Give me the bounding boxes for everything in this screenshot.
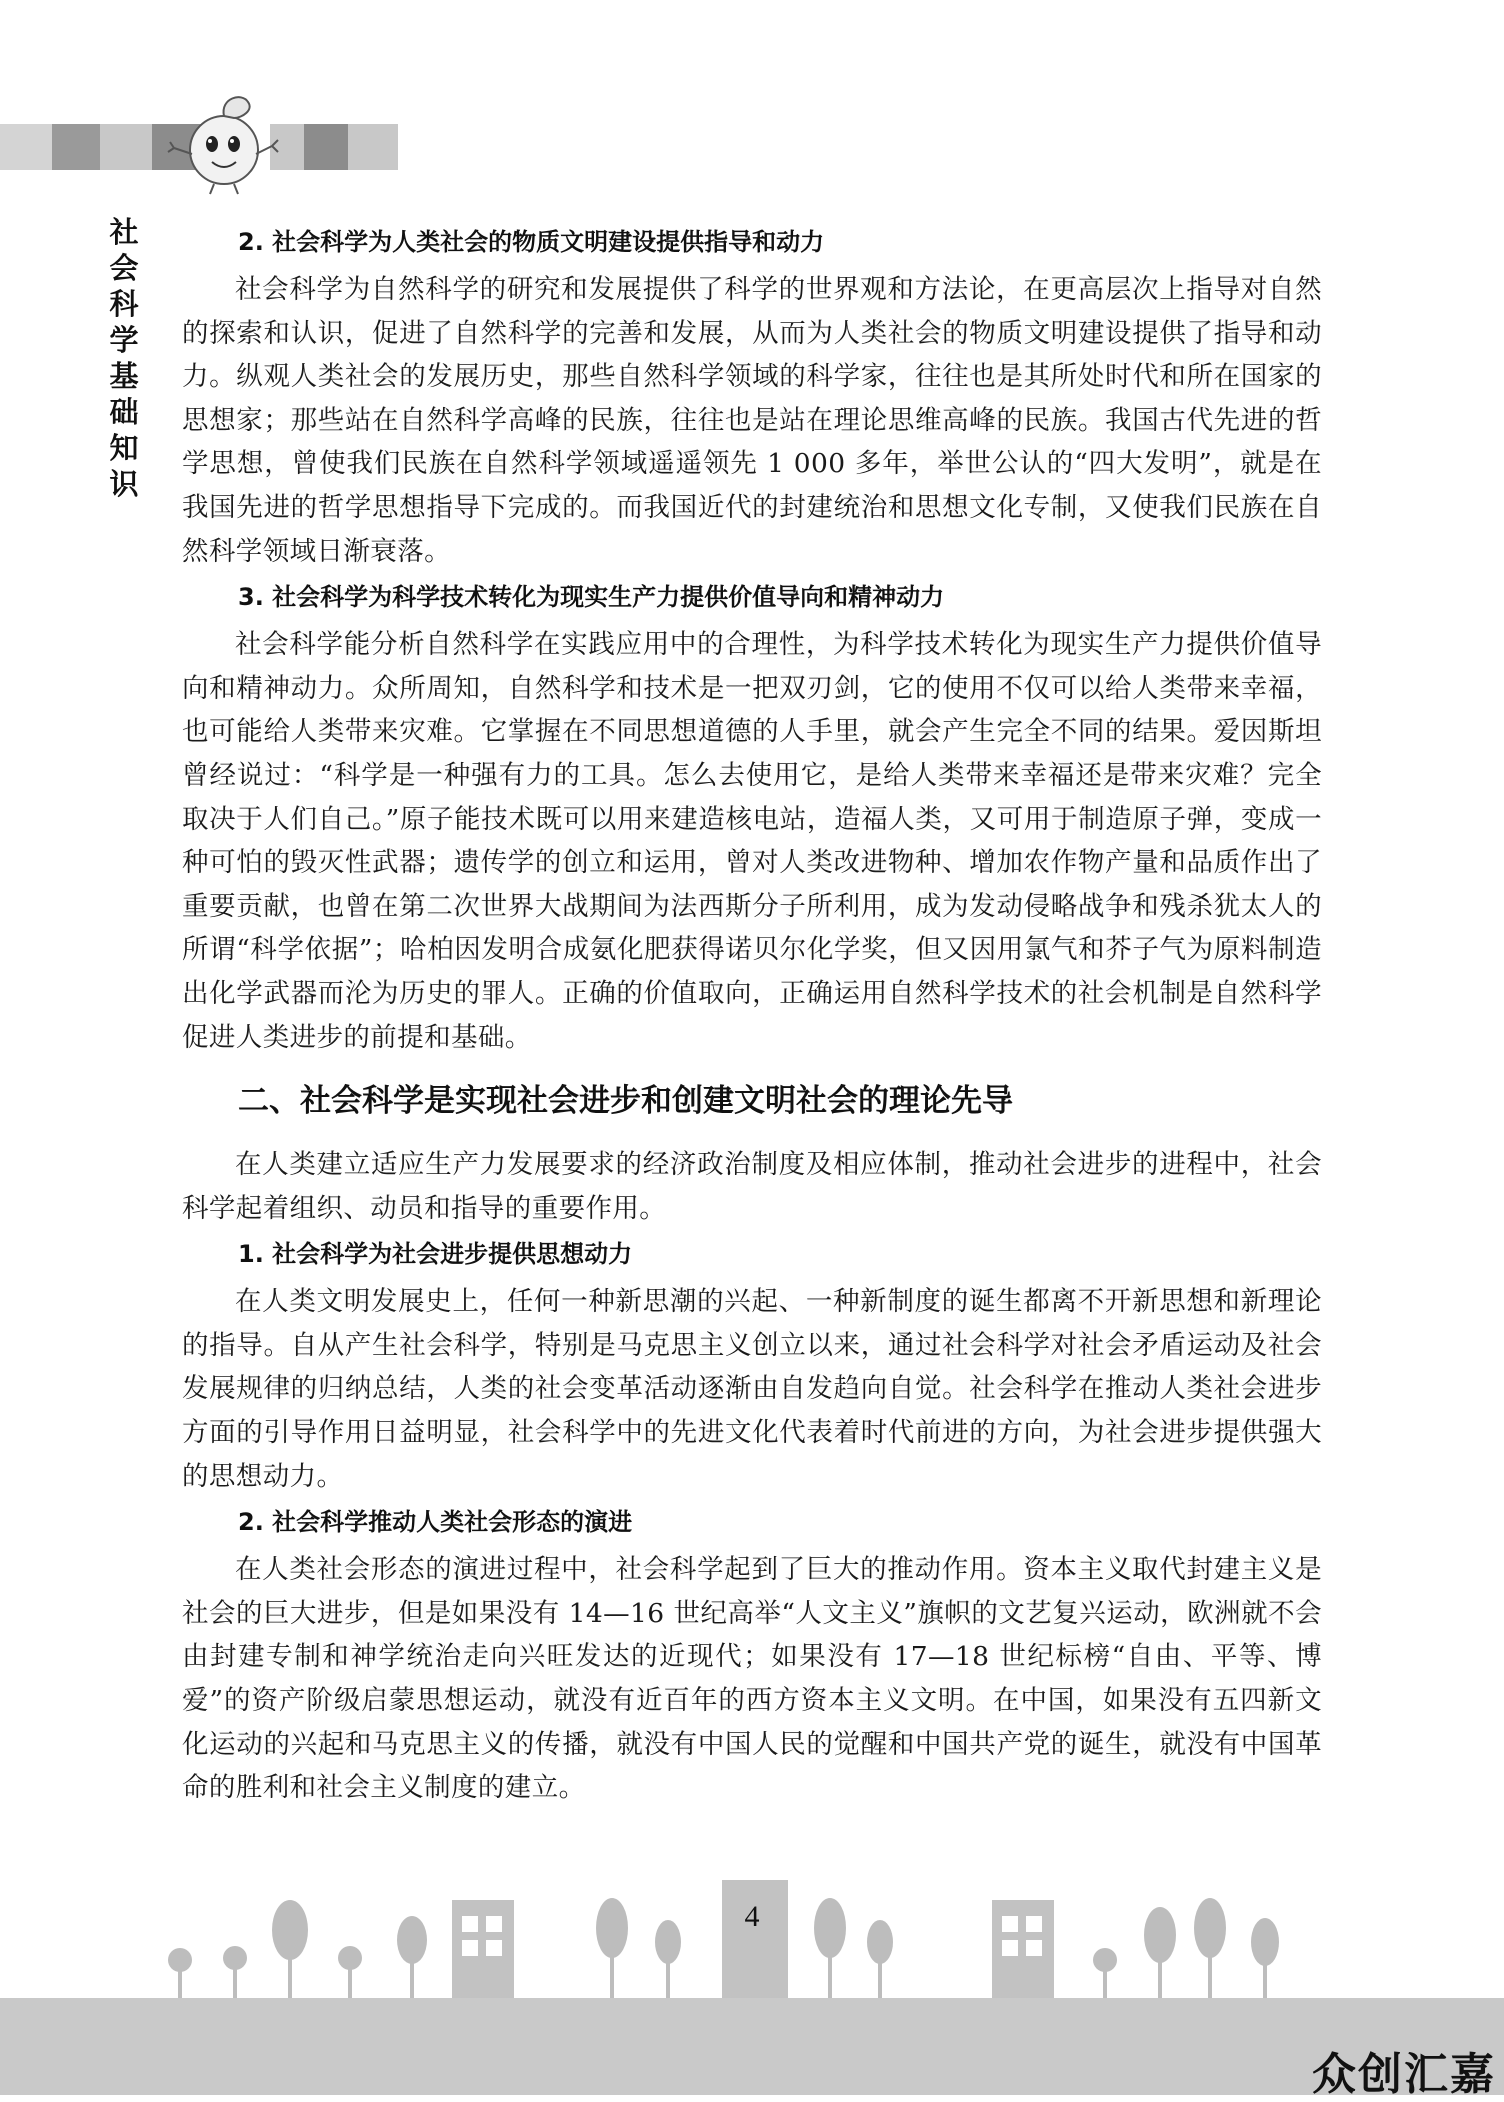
header-band-block (348, 124, 398, 170)
header-band-block (52, 124, 100, 170)
header-band-block (100, 124, 152, 170)
side-title-char: 科 (109, 287, 139, 321)
side-title-char: 学 (109, 323, 139, 357)
side-title-char: 基 (109, 359, 139, 393)
header-band-block (304, 124, 348, 170)
paragraph: 在人类文明发展史上，任何一种新思潮的兴起、一种新制度的诞生都离不开新思想和新理论的指导。自从产生社会科学，特别是马克思主义创立以来，通过社会科学对社会矛盾运动及社会发展规律的归纳总结，人类的社会变革活动逐渐由自发趋向自觉。社会科学在推动人类社会进步方面的引导作用日益明显，社会科学中的先进文化代表着时代前进的方向，为社会进步提供强大的思想动力。 (182, 1286, 1322, 1492)
watermark: 众创汇嘉 (1312, 2049, 1496, 2100)
paragraph: 在人类社会形态的演进过程中，社会科学起到了巨大的推动作用。资本主义取代封建主义是社会的巨大进步，但是如果没有 14—16 世纪高举“人文主义”旗帜的文艺复兴运动，欧洲就不会由封建专制和神学统治走向兴旺发达的近现代；如果没有 17—18 世纪标榜“自由、平等、博爱”的资产阶级启蒙思想运动，就没有近百年的西方资本主义文明。在中国，如果没有五四新文化运动的兴起和马克思主义的传播，就没有中国人民的觉醒和中国共产党的诞生，就没有中国革命的胜利和社会主义制度的建立。 (182, 1554, 1322, 1804)
section-title: 二、社会科学是实现社会进步和创建文明社会的理论先导 (238, 1083, 1013, 1120)
side-title-char: 知 (109, 431, 139, 465)
page-content (182, 222, 1322, 1814)
side-title-char: 社 (109, 215, 139, 249)
side-title (104, 214, 144, 502)
paragraph: 社会科学能分析自然科学在实践应用中的合理性，为科学技术转化为现实生产力提供价值导向和精神动力。众所周知，自然科学和技术是一把双刃剑，它的使用不仅可以给人类带来幸福，也可能给人类带来灾难。它掌握在不同思想道德的人手里，就会产生完全不同的结果。爱因斯坦曾经说过：“科学是一种强有力的工具。怎么去使用它，是给人类带来幸福还是带来灾难？完全取决于人们自己。”原子能技术既可以用来建造核电站，造福人类，又可用于制造原子弹，变成一种可怕的毁灭性武器；遗传学的创立和运用，曾对人类改进物种、增加农作物产量和品质作出了重要贡献，也曾在第二次世界大战期间为法西斯分子所利用，成为发动侵略战争和残杀犹太人的所谓“科学依据”；哈柏因发明合成氨化肥获得诺贝尔化学奖，但又因用氯气和芥子气为原料制造出化学武器而沦为历史的罪人。正确的价值取向，正确运用自然科学技术的社会机制是自然科学促进人类进步的前提和基础。 (182, 629, 1322, 1053)
mascot-icon (150, 88, 290, 198)
header-band-block (0, 124, 52, 170)
paragraph: 在人类建立适应生产力发展要求的经济政治制度及相应体制，推动社会进步的进程中，社会科学起着组织、动员和指导的重要作用。 (182, 1149, 1322, 1224)
subsection-heading: 2. 社会科学推动人类社会形态的演进 (238, 1508, 633, 1537)
side-title-char: 会 (109, 251, 139, 285)
page-number: 4 (744, 1900, 760, 1933)
subsection-heading: 1. 社会科学为社会进步提供思想动力 (238, 1240, 633, 1269)
subsection-heading: 2. 社会科学为人类社会的物质文明建设提供指导和动力 (238, 228, 825, 256)
paragraph: 社会科学为自然科学的研究和发展提供了科学的世界观和方法论，在更高层次上指导对自然的探索和认识，促进了自然科学的完善和发展，从而为人类社会的物质文明建设提供了指导和动力。纵观人类社会的发展历史，那些自然科学领域的科学家，往往也是其所处时代和所在国家的思想家；那些站在自然科学高峰的民族，往往也是站在理论思维高峰的民族。我国古代先进的哲学思想，曾使我们民族在自然科学领域遥遥领先 1 000 多年，举世公认的“四大发明”，就是在我国先进的哲学思想指导下完成的。而我国近代的封建统治和思想文化专制，又使我们民族在自然科学领域日渐衰落。 (182, 274, 1322, 567)
side-title-char: 础 (109, 395, 139, 429)
side-title-char: 识 (109, 467, 139, 501)
subsection-heading: 3. 社会科学为科学技术转化为现实生产力提供价值导向和精神动力 (238, 583, 945, 612)
